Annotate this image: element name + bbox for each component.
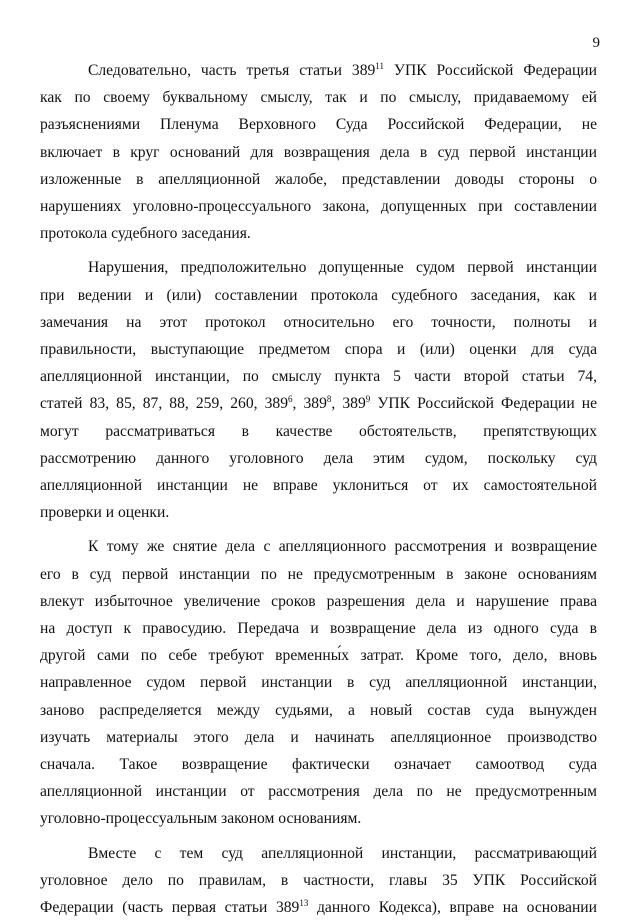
- text-line: проверки и оценки.: [40, 504, 170, 522]
- text-line: замечания на этот протокол относительно его точности, полноты и: [40, 313, 597, 331]
- text-line: разъяснениями Пленума Верховного Суда Российской Федерации, не: [40, 116, 597, 134]
- page-number: 9: [592, 35, 600, 51]
- text-line: нарушениях уголовно-процессуального закона, допущенных при составлении: [40, 198, 597, 216]
- superscript: 8: [326, 394, 332, 405]
- text-line: влекут избыточное увеличение сроков разрешения дела и нарушение права: [40, 592, 597, 610]
- text-line: апелляционной инстанции не вправе уклониться от их самостоятельной: [40, 477, 597, 495]
- paragraph-3: [40, 533, 597, 832]
- superscript: 6: [288, 394, 293, 405]
- text-line: уголовно-процессуальным законом основаниям.: [40, 810, 362, 828]
- text-line: правильности, выступающие предметом спора и (или) оценки для суда: [40, 341, 597, 359]
- text-line: как по своему буквальному смыслу, так и по смыслу, придаваемому ей: [40, 89, 597, 107]
- text-line: при ведении и (или) составлении протокола судебного заседания, как и: [40, 286, 597, 304]
- paragraph-4: [40, 840, 597, 921]
- document-body: [40, 57, 597, 921]
- text-line: другой сами по себе требуют временны́х затрат. Кроме того, дело, вновь: [40, 647, 597, 665]
- text-line: К тому же снятие дела с апелляционного рассмотрения и возвращение: [88, 538, 597, 556]
- text-line: рассмотрению данного уголовного дела этим судом, поскольку суд: [40, 449, 597, 467]
- text-line: направленное судом первой инстанции в суд апелляционной инстанции,: [40, 674, 597, 692]
- text-line: Федерации (часть первая статьи $389^{13}$ данного Кодекса), вправе на основании: [40, 898, 597, 917]
- text-line: могут рассматриваться в качестве обстоятельств, препятствующих: [40, 422, 597, 440]
- text-line: Следовательно, часть третья статьи $389^{11}$ УПК Российской Федерации: [88, 61, 597, 79]
- text-line: изучать материалы этого дела и начинать апелляционное производство: [40, 728, 597, 746]
- text-line: на доступ к правосудию. Передача и возвращение дела из одного суда в: [40, 620, 597, 638]
- text-line: апелляционной инстанции от рассмотрения дела по не предусмотренным: [40, 783, 597, 801]
- paragraph-1: [40, 57, 597, 247]
- text-line: сначала. Такое возвращение фактически означает самоотвод суда: [40, 756, 597, 774]
- text-line: изложенные в апелляционной жалобе, представлении доводы стороны о: [40, 170, 597, 188]
- text-line: протокола судебного заседания.: [40, 225, 251, 243]
- text-line: заново распределяется между судьями, а новый состав суда вынужден: [40, 701, 597, 719]
- text-line: Нарушения, предположительно допущенные судом первой инстанции: [88, 259, 597, 277]
- superscript: 13: [299, 898, 309, 909]
- paragraph-2: [40, 254, 597, 526]
- text-line: включает в круг оснований для возвращения дела в суд первой инстанции: [40, 143, 597, 161]
- superscript: 9: [365, 394, 371, 405]
- superscript: 11: [375, 61, 384, 71]
- text-line: уголовное дело по правилам, в частности, главы 35 УПК Российской: [40, 871, 597, 889]
- text-line: его в суд первой инстанции по не предусмотренным в законе основаниям: [40, 565, 597, 583]
- statute-reference-line: статей 83, 85, 87, 88, 259, 260, $389^6$, $389^8$, $389^9$ УПК Российской Федерации не: [40, 394, 598, 413]
- text-line: апелляционной инстанции, по смыслу пункта 5 части второй статьи 74,: [40, 368, 597, 386]
- text-line: Вместе с тем суд апелляционной инстанции, рассматривающий: [88, 844, 597, 862]
